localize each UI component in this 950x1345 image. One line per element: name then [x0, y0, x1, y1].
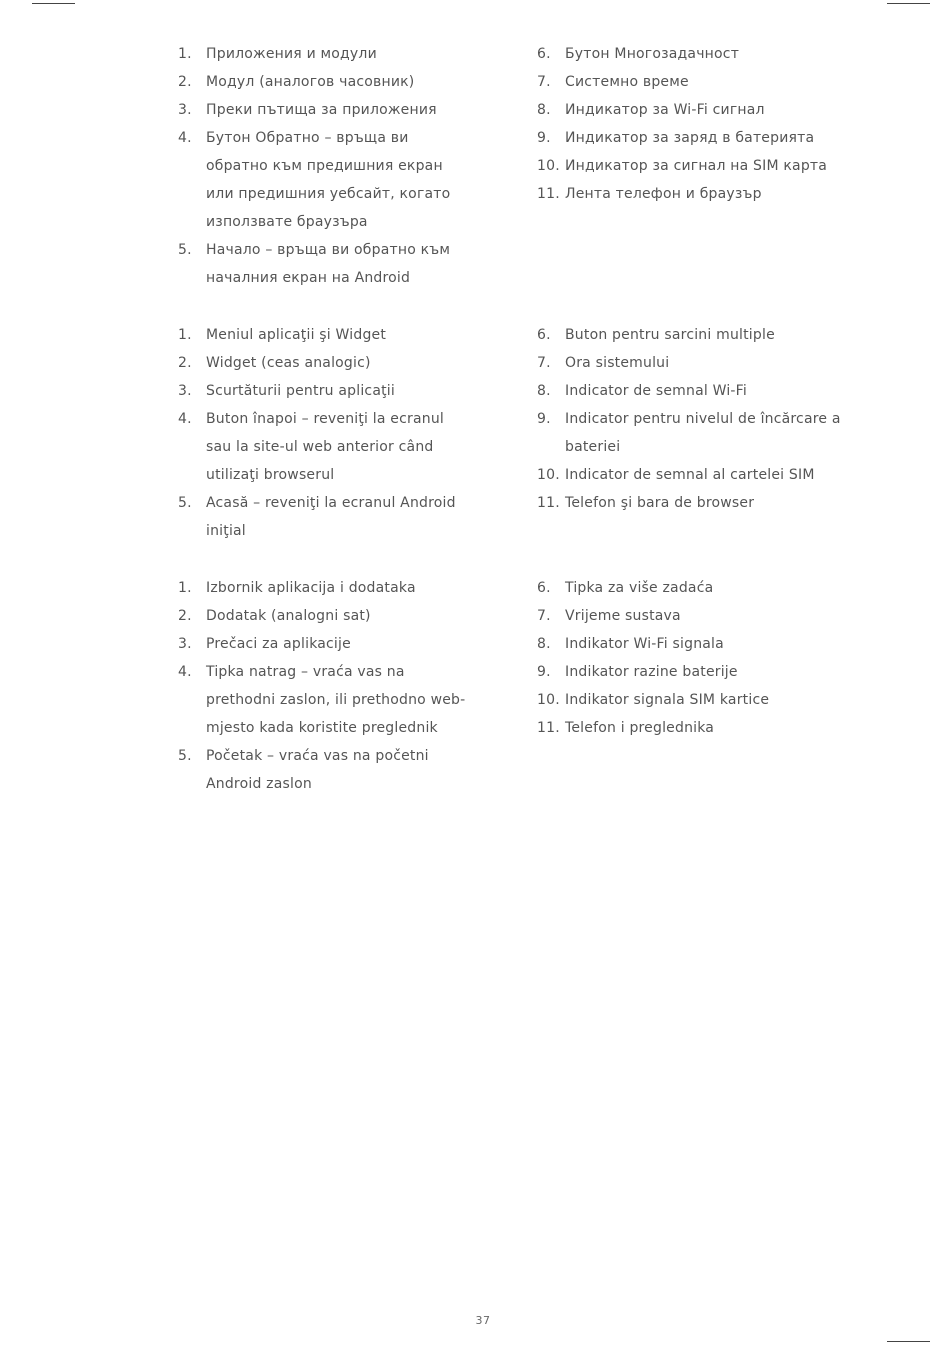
legend-item: 9. Indicator pentru nivelul de încărcare a bateriei: [537, 411, 841, 455]
legend-item: 8. Indicator de semnal Wi-Fi: [537, 383, 748, 399]
legend-item: 10. Индикатор за сигнал на SIM карта: [537, 158, 828, 174]
legend-column-right: [537, 574, 877, 742]
crop-mark-top-left: [32, 3, 75, 4]
legend-item: 11. Telefon i preglednika: [537, 720, 715, 736]
legend-column-right: [537, 321, 877, 517]
legend-item: 7. Ora sistemului: [537, 355, 670, 371]
legend-item: 3. Prečaci za aplikacije: [178, 636, 351, 652]
legend-item: 10. Indikator signala SIM kartice: [537, 692, 770, 708]
legend-item: 6. Buton pentru sarcini multiple: [537, 327, 775, 343]
legend-item: 4. Tipka natrag – vraća vas na prethodni zaslon, ili prethodno web-mjesto kada koristite preglednik: [178, 664, 466, 736]
legend-item: 3. Преки пътища за приложения: [178, 102, 437, 118]
legend-item: 6. Бутон Многозадачност: [537, 46, 740, 62]
crop-mark-top-right: [887, 3, 930, 4]
legend-item: 8. Индикатор за Wi-Fi сигнал: [537, 102, 765, 118]
legend-column-right: [537, 40, 877, 208]
legend-item: 8. Indikator Wi-Fi signala: [537, 636, 724, 652]
legend-item: 9. Indikator razine baterije: [537, 664, 738, 680]
legend-item: 3. Scurtăturii pentru aplicaţii: [178, 383, 395, 399]
legend-item: 5. Начало – връща ви обратно към началния екран на Android: [178, 242, 451, 286]
legend-item: 11. Telefon şi bara de browser: [537, 495, 755, 511]
legend-column-left: [178, 40, 508, 292]
legend-column-left: [178, 321, 508, 545]
legend-item: 7. Vrijeme sustava: [537, 608, 681, 624]
legend-item: 1. Izbornik aplikacija i dodataka: [178, 580, 416, 596]
legend-item: 4. Buton înapoi – reveniţi la ecranul sau la site-ul web anterior când utilizaţi browserul: [178, 411, 444, 483]
legend-item: 2. Модул (аналогов часовник): [178, 74, 415, 90]
legend-item: 5. Početak – vraća vas na početni Android zaslon: [178, 748, 429, 792]
legend-item: 11. Лента телефон и браузър: [537, 186, 762, 202]
legend-item: 1. Приложения и модули: [178, 46, 377, 62]
legend-item: 1. Meniul aplicaţii şi Widget: [178, 327, 387, 343]
crop-mark-bottom-right: [887, 1341, 930, 1342]
legend-item: 2. Widget (ceas analogic): [178, 355, 371, 371]
legend-item: 4. Бутон Обратно – връща ви обратно към предишния екран или предишния уебсайт, когато използвате браузъра: [178, 130, 451, 230]
legend-item: 2. Dodatak (analogni sat): [178, 608, 371, 624]
legend-item: 9. Индикатор за заряд в батерията: [537, 130, 815, 146]
legend-column-left: [178, 574, 508, 798]
legend-item: 6. Tipka za više zadaća: [537, 580, 714, 596]
legend-item: 5. Acasă – reveniţi la ecranul Android iniţial: [178, 495, 456, 539]
legend-item: 7. Системно време: [537, 74, 689, 90]
legend-item: 10. Indicator de semnal al cartelei SIM: [537, 467, 815, 483]
page-number: 37: [475, 1314, 491, 1327]
